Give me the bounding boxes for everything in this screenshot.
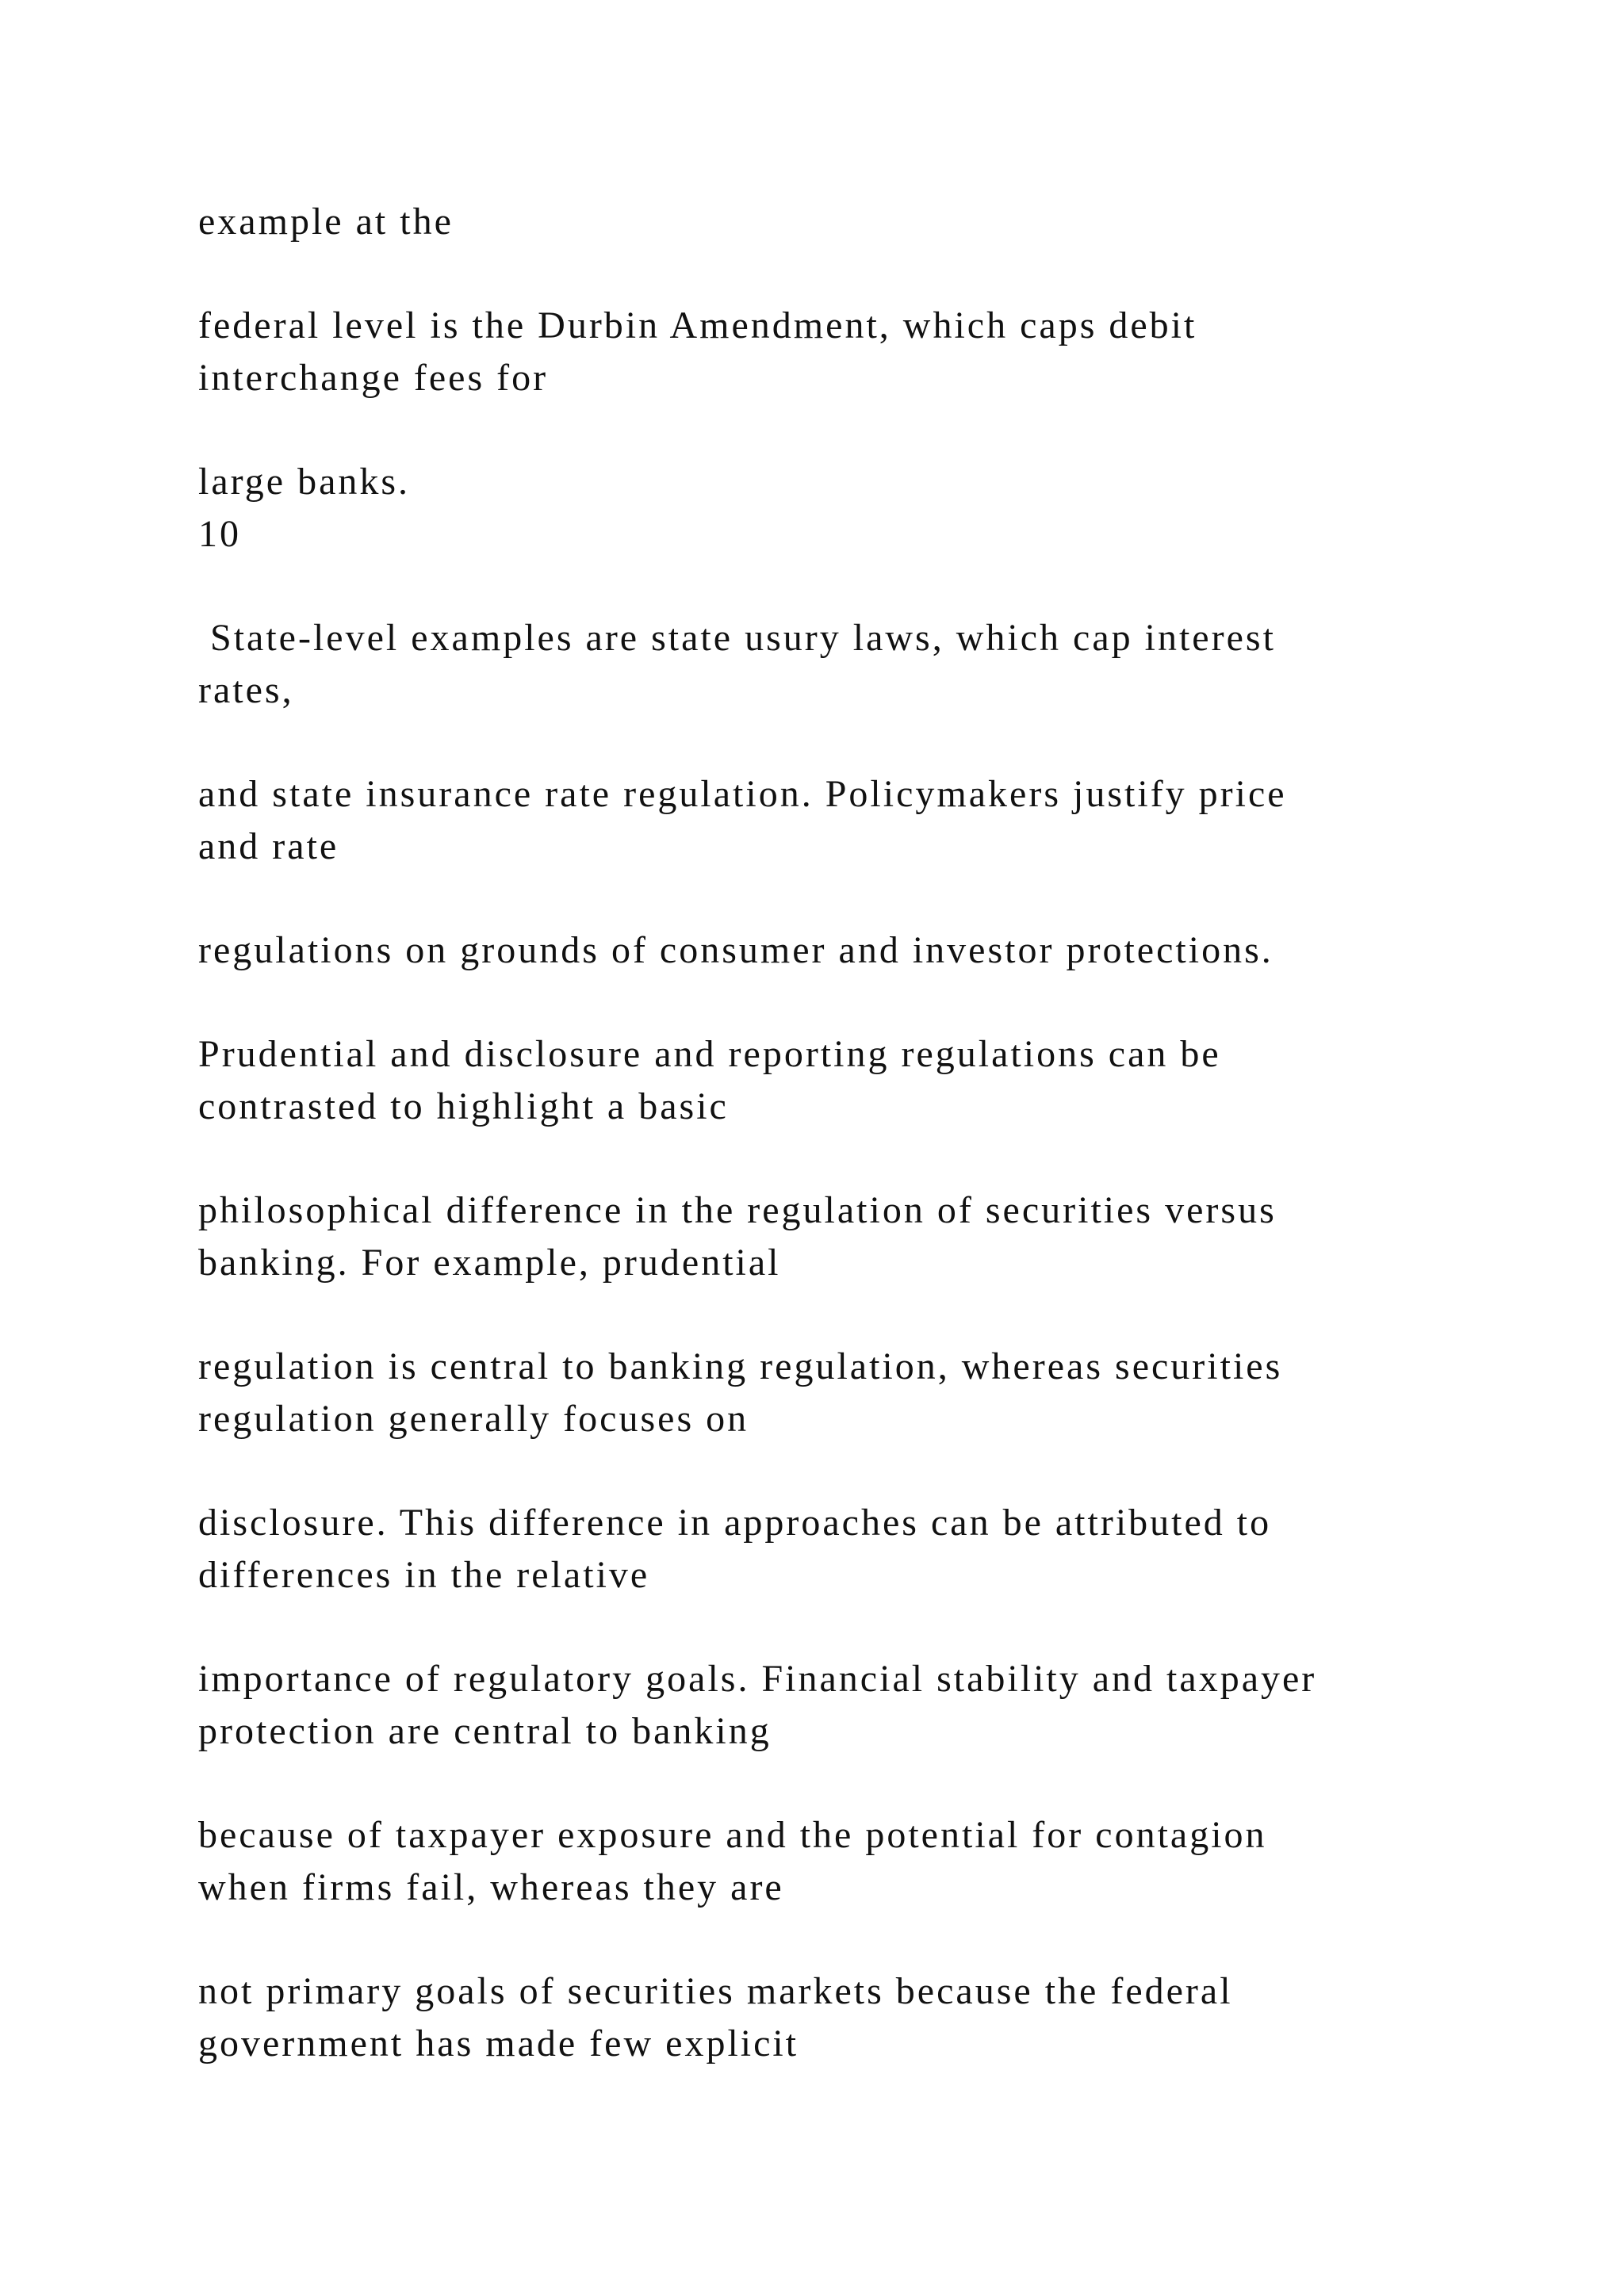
text-line: State-level examples are state usury laws, which cap interest [198,617,1276,659]
text-line: federal level is the Durbin Amendment, which caps debit [198,304,1197,346]
text-line: and state insurance rate regulation. Policymakers justify price [198,773,1287,815]
text-line: regulations on grounds of consumer and investor protections. [198,929,1274,971]
text-line: example at the [198,201,454,243]
footnote-marker: 10 [198,513,241,555]
text-line: importance of regulatory goals. Financial stability and taxpayer [198,1658,1317,1700]
text-line: not primary goals of securities markets because the federal [198,1970,1233,2012]
text-line: interchange fees for [198,357,549,399]
text-line: protection are central to banking [198,1710,772,1752]
text-line: philosophical difference in the regulation of securities versus [198,1189,1277,1231]
text-line: contrasted to highlight a basic [198,1085,729,1127]
text-line: Prudential and disclosure and reporting regulations can be [198,1033,1221,1075]
text-line: government has made few explicit [198,2022,799,2064]
text-line: large banks. [198,461,411,503]
text-line: when firms fail, whereas they are [198,1866,784,1908]
text-line: regulation generally focuses on [198,1398,749,1440]
text-line: banking. For example, prudential [198,1242,781,1284]
text-line: and rate [198,825,339,867]
text-line: differences in the relative [198,1554,650,1596]
text-line: rates, [198,669,294,711]
text-line: because of taxpayer exposure and the potential for contagion [198,1814,1267,1856]
text-line: regulation is central to banking regulation, whereas securities [198,1345,1283,1387]
text-line: disclosure. This difference in approaches can be attributed to [198,1502,1272,1544]
